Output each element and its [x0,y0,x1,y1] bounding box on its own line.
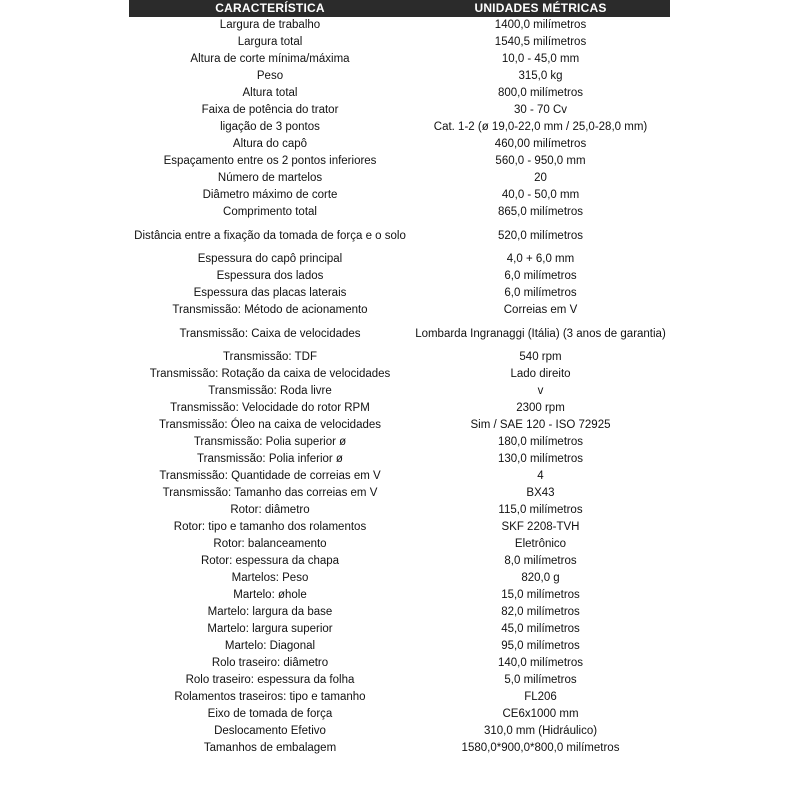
characteristic-cell: Transmissão: Rotação da caixa de velocidades [149,368,391,380]
table-row [129,655,670,672]
metric-value-cell: 865,0 milímetros [497,206,583,218]
metric-value-cell: 5,0 milímetros [504,674,577,686]
table-row [129,366,670,383]
metric-value-cell: 6,0 milímetros [504,287,577,299]
table-row [129,502,670,519]
table-row [129,221,670,251]
metric-value-cell: 8,0 milímetros [504,555,577,567]
specifications-table [129,0,670,757]
characteristic-cell: Altura do capô [232,138,308,150]
characteristic-cell: Transmissão: Polia inferior ø [197,453,343,465]
header-row [129,0,670,17]
table-row [129,587,670,604]
table-row [129,468,670,485]
metric-value-cell: BX43 [526,487,555,499]
metric-value-cell: 140,0 milímetros [497,657,583,669]
metric-value-cell: 115,0 milímetros [498,504,583,516]
metric-value-cell: Eletrônico [514,538,567,550]
table-row [129,553,670,570]
table-row [129,319,670,349]
metric-value-cell: 4 [537,470,544,482]
table-row [129,672,670,689]
table-row [129,723,670,740]
characteristic-cell: Transmissão: Polia superior ø [193,436,347,448]
table-row [129,400,670,417]
table-row [129,689,670,706]
metric-value-cell: 45,0 milímetros [501,623,580,635]
metric-value-cell: Cat. 1-2 (ø 19,0-22,0 mm / 25,0-28,0 mm) [433,121,648,133]
characteristic-cell: Rolo traseiro: diâmetro [211,657,329,669]
table-row [129,102,670,119]
metric-value-cell: v [537,385,544,397]
table-row [129,51,670,68]
table-row [129,153,670,170]
characteristic-cell: Tamanhos de embalagem [203,742,337,754]
table-row [129,383,670,400]
table-row [129,285,670,302]
characteristic-cell: Transmissão: Caixa de velocidades [179,327,361,340]
metric-value-cell: Lado direito [510,368,571,380]
characteristic-cell: Eixo de tomada de força [207,708,333,720]
metric-value-cell: 540 rpm [519,351,562,363]
metric-value-cell: FL206 [524,691,557,703]
table-row [129,485,670,502]
table-row [129,85,670,102]
metric-value-cell: Sim / SAE 120 - ISO 72925 [470,419,611,431]
table-row [129,34,670,51]
metric-value-cell: 2300 rpm [516,402,565,414]
table-row [129,536,670,553]
characteristic-cell: ligação de 3 pontos [220,121,320,133]
characteristic-cell: Rotor: balanceamento [213,538,327,550]
metric-value-cell: 315,0 kg [518,70,563,82]
characteristic-cell: Largura total [237,36,303,48]
table-row [129,170,670,187]
table-row [129,570,670,587]
characteristic-cell: Martelo: øhole [233,589,307,601]
characteristic-cell: Transmissão: Óleo na caixa de velocidades [158,419,382,431]
table-row [129,136,670,153]
metric-value-cell: 30 - 70 Cv [513,104,568,116]
table-row [129,17,670,34]
metric-value-cell: 95,0 milímetros [501,640,580,652]
metric-value-cell: 10,0 - 45,0 mm [501,53,580,65]
characteristic-cell: Diâmetro máximo de corte [202,189,338,201]
characteristic-cell: Espessura do capô principal [197,253,343,265]
characteristic-cell: Martelos: Peso [231,572,309,584]
metric-value-cell: 40,0 - 50,0 mm [501,189,580,201]
table-row [129,68,670,85]
characteristic-cell: Comprimento total [223,206,317,218]
metric-value-cell: CE6x1000 mm [502,708,579,720]
characteristic-cell: Distância entre a fixação da tomada de força e o solo [134,229,406,242]
metric-value-cell: 20 [534,172,547,184]
metric-value-cell: 15,0 milímetros [501,589,580,601]
table-row [129,451,670,468]
table-row [129,187,670,204]
metric-value-cell: 82,0 milímetros [501,606,580,618]
metric-value-cell: 560,0 - 950,0 mm [495,155,586,167]
metric-value-cell: 520,0 milímetros [497,229,583,242]
metric-value-cell: Lombarda Ingranaggi (Itália) (3 anos de garantia) [415,327,666,340]
table-row [129,604,670,621]
table-row [129,204,670,221]
characteristic-cell: Rolo traseiro: espessura da folha [185,674,355,686]
metric-value-cell: 6,0 milímetros [504,270,577,282]
characteristic-cell: Número de martelos [217,172,323,184]
characteristic-cell: Rolamentos traseiros: tipo e tamanho [174,691,366,703]
table-row [129,302,670,319]
characteristic-cell: Martelo: largura da base [207,606,333,618]
characteristic-cell: Rotor: diâmetro [230,504,310,516]
metric-value-cell: Correias em V [503,304,578,316]
metric-value-cell: 1540,5 milímetros [494,36,587,48]
metric-value-cell: 1580,0*900,0*800,0 milímetros [461,742,620,754]
metric-value-cell: SKF 2208-TVH [501,521,580,533]
characteristic-cell: Faixa de potência do trator [201,104,339,116]
table-row [129,119,670,136]
metric-value-cell: 310,0 mm (Hidráulico) [483,725,598,737]
characteristic-cell: Peso [256,70,284,82]
metric-value-cell: 4,0 + 6,0 mm [506,253,575,265]
table-row [129,251,670,268]
characteristic-cell: Transmissão: Velocidade do rotor RPM [170,402,370,414]
characteristic-cell: Transmissão: Quantidade de correias em V [159,470,381,482]
header-characteristic: CARACTERÍSTICA [129,0,411,17]
table-body [129,17,670,757]
table-row [129,349,670,366]
characteristic-cell: Espessura dos lados [216,270,324,282]
characteristic-cell: Largura de trabalho [219,19,321,31]
table-row [129,740,670,757]
characteristic-cell: Espaçamento entre os 2 pontos inferiores [163,155,377,167]
characteristic-cell: Transmissão: Tamanho das correias em V [162,487,378,499]
metric-value-cell: 130,0 milímetros [497,453,583,465]
characteristic-cell: Transmissão: TDF [223,351,317,363]
table-header [129,0,670,17]
table-row [129,638,670,655]
characteristic-cell: Rotor: tipo e tamanho dos rolamentos [173,521,367,533]
metric-value-cell: 180,0 milímetros [497,436,583,448]
characteristic-cell: Transmissão: Roda livre [208,385,332,397]
metric-value-cell: 800,0 milímetros [497,87,583,99]
header-metric-units: UNIDADES MÉTRICAS [411,0,670,17]
table-row [129,519,670,536]
metric-value-cell: 460,00 milímetros [494,138,587,150]
characteristic-cell: Altura total [242,87,298,99]
table-row [129,706,670,723]
table-row [129,268,670,285]
table-row [129,621,670,638]
characteristic-cell: Martelo: largura superior [207,623,333,635]
table-row [129,417,670,434]
characteristic-cell: Altura de corte mínima/máxima [190,53,350,65]
characteristic-cell: Rotor: espessura da chapa [200,555,340,567]
characteristic-cell: Martelo: Diagonal [224,640,316,652]
metric-value-cell: 1400,0 milímetros [494,19,587,31]
characteristic-cell: Transmissão: Método de acionamento [172,304,368,316]
metric-value-cell: 820,0 g [521,572,560,584]
characteristic-cell: Espessura das placas laterais [193,287,347,299]
table-row [129,434,670,451]
characteristic-cell: Deslocamento Efetivo [214,725,326,737]
